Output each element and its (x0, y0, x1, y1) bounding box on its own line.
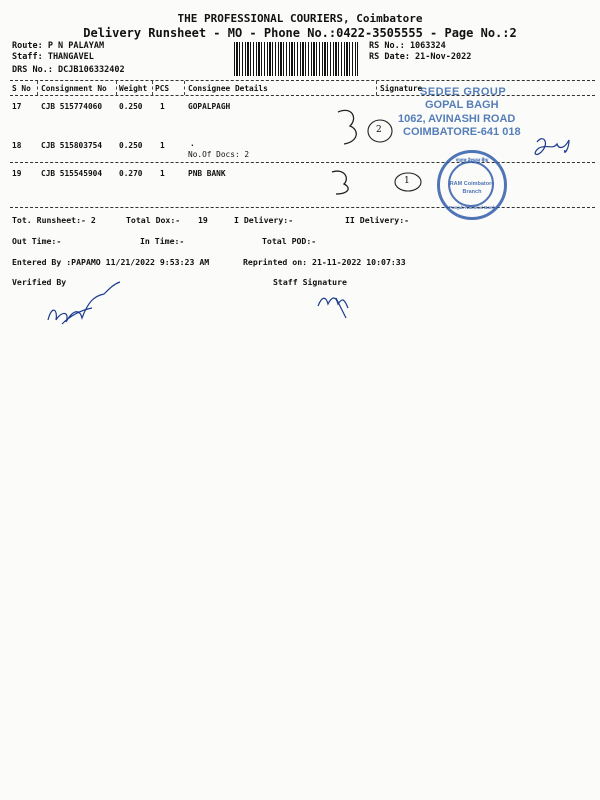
staff-label: Staff: THANGAVEL (12, 52, 94, 62)
total-pod: Total POD:- (262, 236, 317, 246)
row-18-pcs: 1 (160, 141, 165, 150)
i-delivery: I Delivery:- (234, 215, 294, 225)
in-time: In Time:- (140, 236, 185, 246)
rs-number: RS No.: 1063324 (369, 41, 446, 51)
row-19-sno: 19 (12, 169, 22, 178)
row-19-weight: 0.270 (119, 169, 143, 178)
company-title: THE PROFESSIONAL COURIERS, Coimbatore (177, 12, 423, 25)
row-17-sno: 17 (12, 102, 22, 111)
entered-by: Entered By :PAPAMO 11/21/2022 9:53:23 AM (12, 257, 210, 267)
seal-bank-name: Punjab National Bank (448, 205, 496, 210)
row-17-weight: 0.250 (119, 102, 143, 111)
row-18-details: . (190, 139, 195, 148)
seal-branch-name: RAM Coimbatore (449, 181, 495, 187)
handwritten-mark-1: 1 (404, 176, 410, 186)
row-19-consignment: CJB 515545904 (41, 169, 103, 178)
stamp-line-4: COIMBATORE-641 018 (403, 126, 521, 138)
seal-hindi-text: पंजाब नैशनल बैंक (455, 158, 489, 164)
row-17-details: GOPALPAGH (188, 102, 231, 111)
stamp-line-3: 1062, AVINASHI ROAD (398, 113, 516, 125)
stamp-line-1: SEDEE GROUP (420, 86, 507, 98)
col-consignment-header: Consignment No (41, 84, 107, 93)
reprinted-on: Reprinted on: 21-11-2022 10:07:33 (243, 257, 406, 267)
col-details-header: Consignee Details (188, 84, 268, 93)
col-weight-header: Weight (119, 84, 148, 93)
row-18-docs-count: No.Of Docs: 2 (188, 150, 250, 159)
out-time: Out Time:- (12, 236, 62, 246)
bracket-mark-icon (332, 171, 348, 194)
handwritten-mark-2: 2 (376, 125, 382, 135)
col-pcs-header: PCS (155, 84, 170, 93)
row-17-pcs: 1 (160, 102, 165, 111)
verified-by-label: Verified By (12, 277, 67, 287)
delivery-signature-icon (535, 139, 569, 155)
ii-delivery: II Delivery:- (345, 215, 410, 225)
total-runsheet: Tot. Runsheet:- 2 (12, 215, 96, 225)
row-18-weight: 0.250 (119, 141, 143, 150)
col-signature-header: Signature (380, 84, 423, 93)
row-17-consignment: CJB 515774060 (41, 102, 103, 111)
total-dox-label: Total Dox:- (126, 215, 181, 225)
total-dox-value: 19 (198, 215, 208, 225)
stamp-line-2: GOPAL BAGH (425, 99, 499, 111)
row-19-details: PNB BANK (188, 169, 226, 178)
seal-branch-label: Branch (462, 189, 482, 195)
bracket-mark-icon (338, 110, 356, 144)
staff-signature-icon (318, 298, 348, 318)
verifier-signature-icon (48, 282, 120, 324)
row-18-consignment: CJB 515803754 (41, 141, 103, 150)
runsheet-subtitle: Delivery Runsheet - MO - Phone No.:0422-3505555 - Page No.:2 (83, 26, 517, 40)
staff-signature-label: Staff Signature (273, 277, 347, 287)
col-sno-header: S No (12, 84, 31, 93)
row-18-sno: 18 (12, 141, 22, 150)
rs-date: RS Date: 21-Nov-2022 (369, 52, 472, 62)
row-19-pcs: 1 (160, 169, 165, 178)
route-label: Route: P N PALAYAM (12, 41, 105, 51)
drs-number: DRS No.: DCJB106332402 (12, 65, 125, 75)
